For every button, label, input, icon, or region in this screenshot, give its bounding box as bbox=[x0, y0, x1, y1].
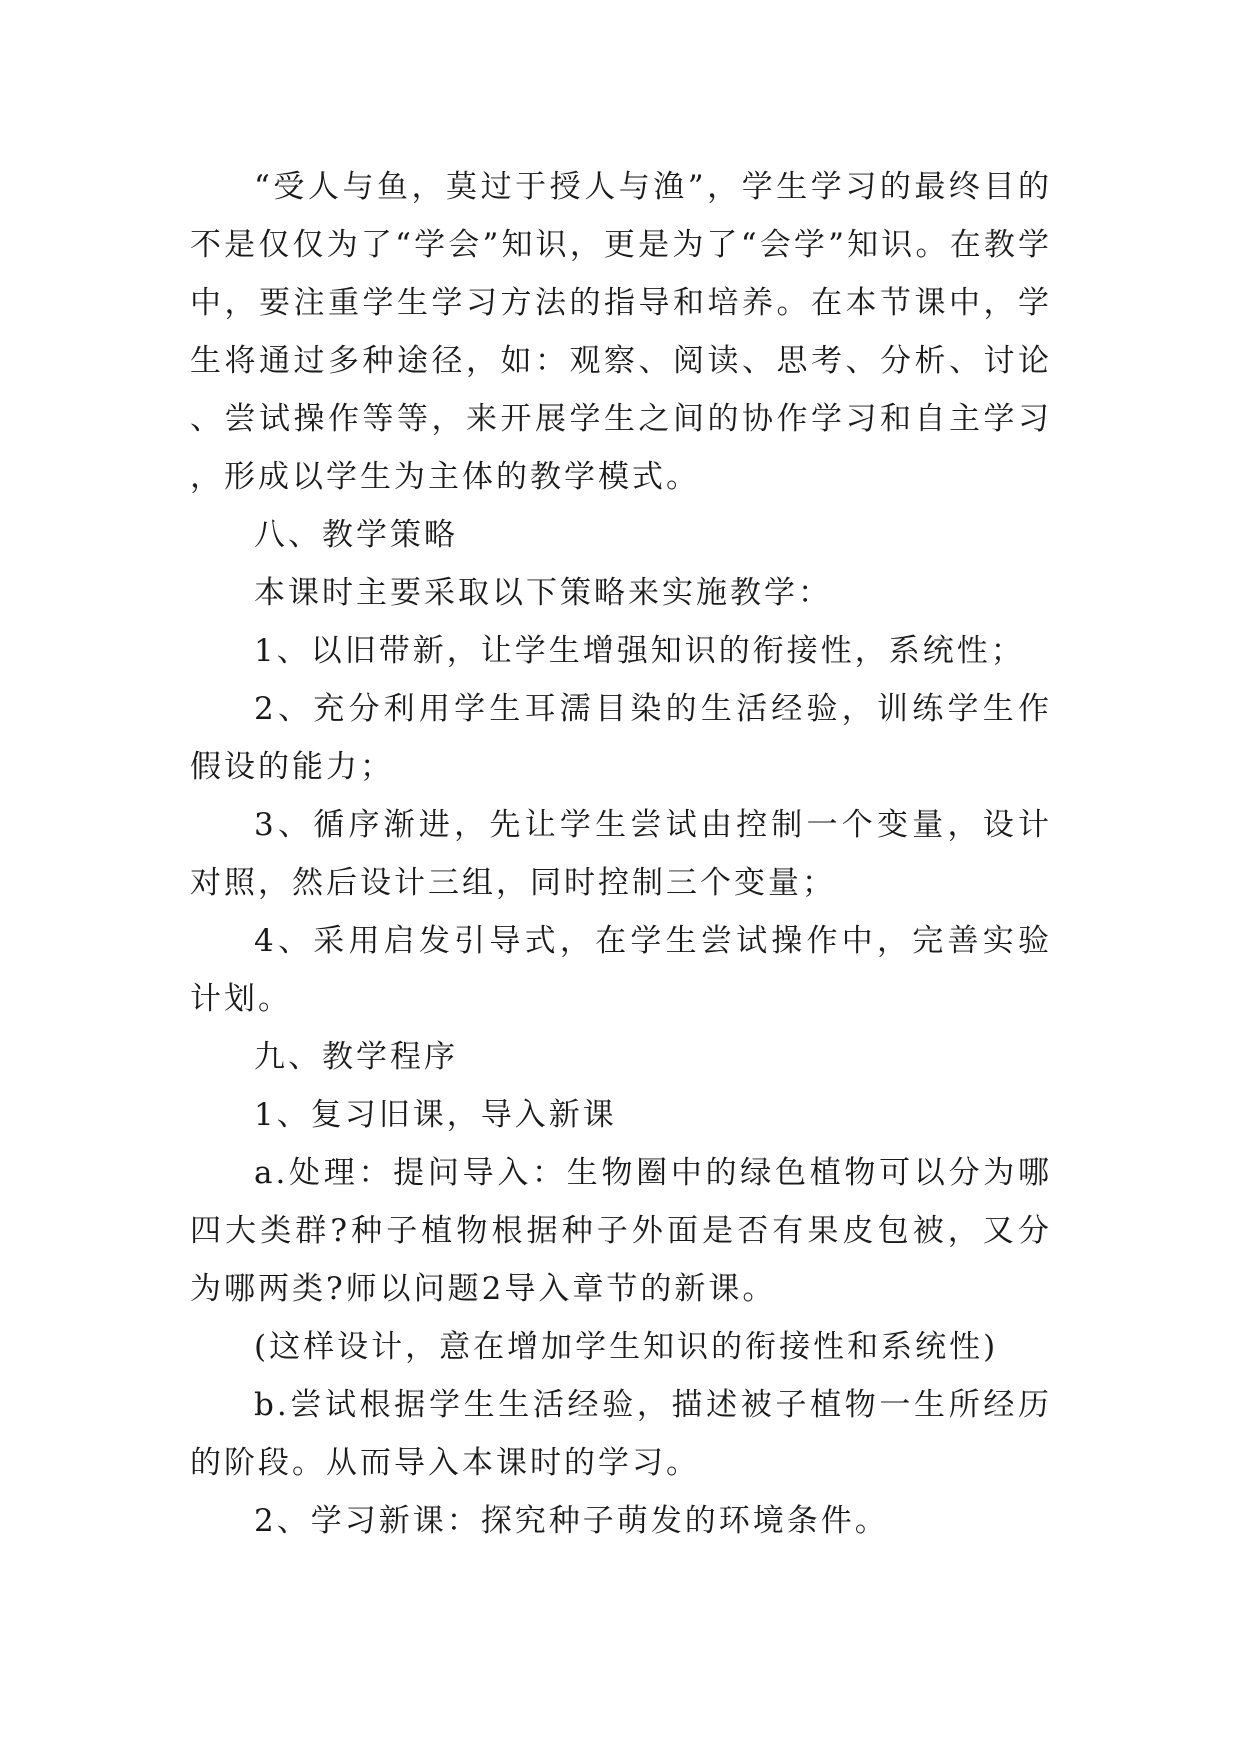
paragraph-strategy-intro: 本课时主要采取以下策略来实施教学： bbox=[254, 575, 832, 611]
paragraph-design-note: (这样设计，意在增加学生知识的衔接性和系统性) bbox=[254, 1329, 999, 1365]
paragraph-step-a: a.处理：提问导入：生物圈中的绿色植物可以分为哪四大类群?种子植物根据种子外面是否有果皮包被，又分为哪两类?师以问题2导入章节的新课。 bbox=[190, 1155, 1052, 1307]
list-item-strategy-2: 2、充分利用学生耳濡目染的生活经验，训练学生作假设的能力； bbox=[190, 691, 1052, 785]
document-body bbox=[190, 158, 1052, 1550]
paragraph-teaching-philosophy: “受人与鱼，莫过于授人与渔”，学生学习的最终目的不是仅仅为了“学会”知识，更是为了“会学”知识。在教学中，要注重学生学习方法的指导和培养。在本节课中，学生将通过多种途径，如：观察、阅读、思考、分析、讨论、尝试操作等等，来开展学生之间的协作学习和自主学习，形成以学生为主体的教学模式。 bbox=[190, 169, 1052, 495]
list-item-strategy-3: 3、循序渐进，先让学生尝试由控制一个变量，设计对照，然后设计三组，同时控制三个变量； bbox=[190, 807, 1052, 901]
paragraph-step-b: b.尝试根据学生生活经验，描述被子植物一生所经历的阶段。从而导入本课时的学习。 bbox=[190, 1387, 1052, 1481]
heading-teaching-strategy: 八、教学策略 bbox=[254, 517, 458, 553]
subheading-new-lesson: 2、学习新课：探究种子萌发的环境条件。 bbox=[254, 1503, 889, 1539]
list-item-strategy-1: 1、以旧带新，让学生增强知识的衔接性，系统性； bbox=[254, 633, 1025, 669]
heading-teaching-procedure: 九、教学程序 bbox=[254, 1039, 458, 1075]
subheading-review-introduce: 1、复习旧课，导入新课 bbox=[254, 1097, 617, 1133]
list-item-strategy-4: 4、采用启发引导式，在学生尝试操作中，完善实验计划。 bbox=[190, 923, 1052, 1017]
